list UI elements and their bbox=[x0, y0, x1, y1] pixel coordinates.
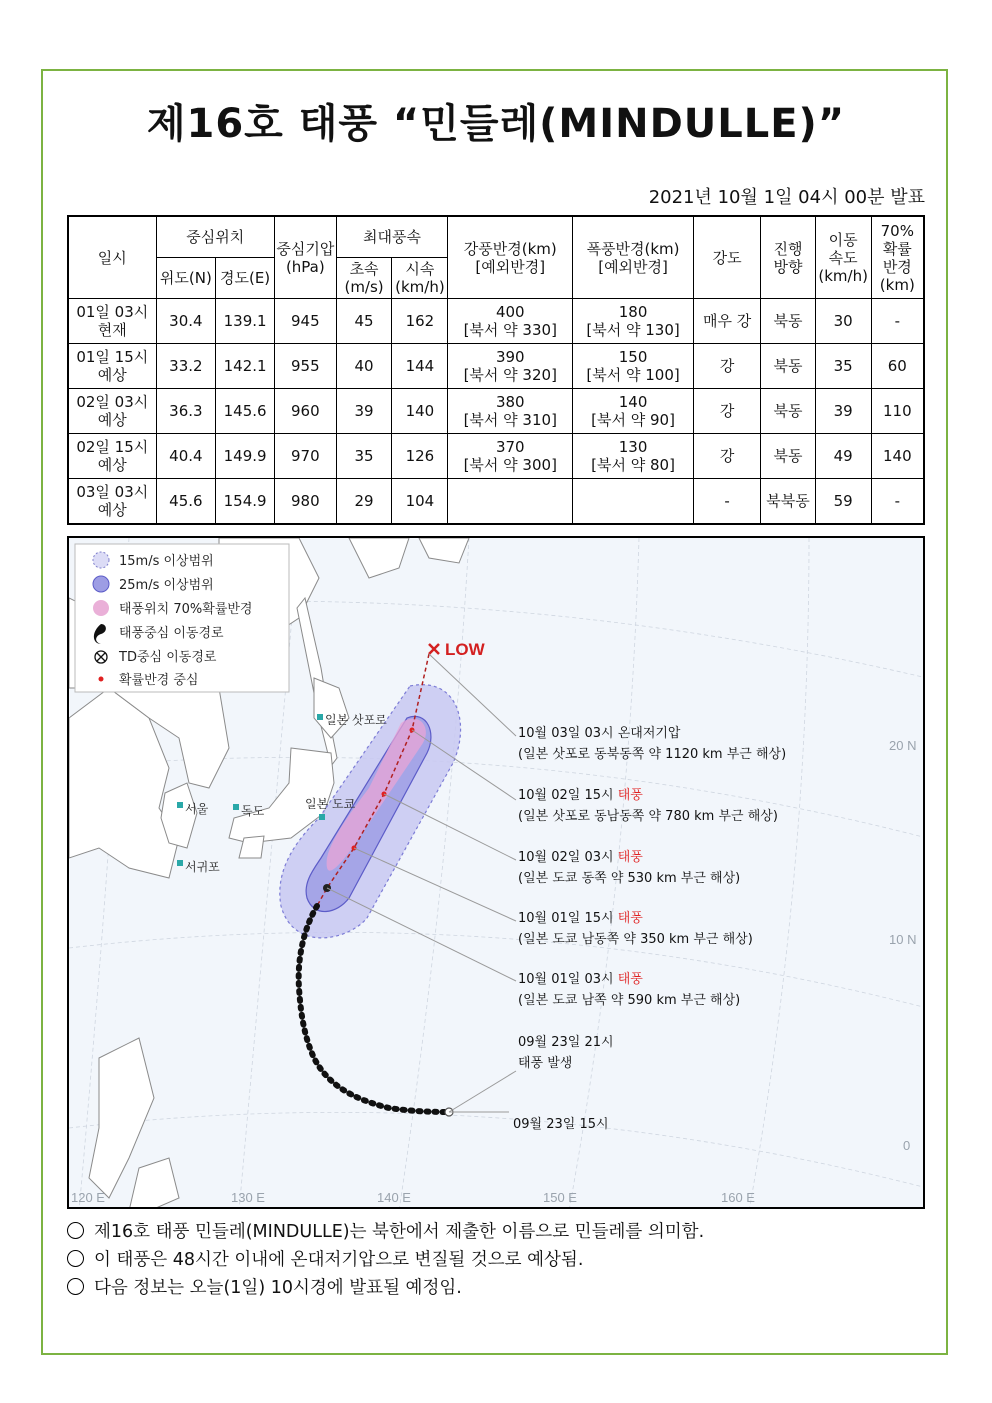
cell-ms: 35 bbox=[336, 434, 392, 479]
cell-kmh: 140 bbox=[392, 389, 448, 434]
note-item: 이 태풍은 48시간 이내에 온대저기압으로 변질될 것으로 예상됨. bbox=[67, 1246, 704, 1274]
cell-ms: 29 bbox=[336, 479, 392, 525]
cell-int: 강 bbox=[693, 434, 760, 479]
lon-label-150: 150 E bbox=[543, 1190, 577, 1205]
cell-prob: 60 bbox=[871, 344, 924, 389]
annotation-4-time: 10월 01일 15시 태풍 bbox=[518, 911, 643, 926]
annotation-2-location: (일본 삿포로 동남동쪽 약 780 km 부근 해상) bbox=[518, 809, 778, 824]
lon-label-140: 140 E bbox=[377, 1190, 411, 1205]
lat-label-20: 20 N bbox=[889, 738, 917, 753]
annotation-genesis: 09월 23일 15시 bbox=[513, 1117, 609, 1132]
legend-label-15ms: 15m/s 이상범위 bbox=[119, 554, 214, 569]
cell-int: - bbox=[693, 479, 760, 525]
cell-int: 강 bbox=[693, 389, 760, 434]
legend-15ms-icon bbox=[93, 552, 109, 568]
header-direction: 진행 방향 bbox=[761, 216, 815, 299]
header-maxwind: 최대풍속 bbox=[336, 216, 448, 258]
cell-spd: 35 bbox=[815, 344, 871, 389]
cell-strong: 400 [북서 약 330] bbox=[448, 299, 573, 344]
cell-time: 02일 03시 예상 bbox=[68, 389, 156, 434]
note-item: 다음 정보는 오늘(1일) 10시경에 발표될 예정임. bbox=[67, 1274, 704, 1302]
header-lon: 경도(E) bbox=[216, 258, 275, 299]
cell-spd: 49 bbox=[815, 434, 871, 479]
place-tokyo: 일본 도쿄 bbox=[305, 797, 356, 811]
cell-lat: 36.3 bbox=[156, 389, 216, 434]
annotation-1-time: 10월 03일 03시 온대저기압 bbox=[518, 726, 681, 741]
cell-dir: 북동 bbox=[761, 389, 815, 434]
header-pressure: 중심기압 (hPa) bbox=[274, 216, 336, 299]
issued-time: 2021년 10월 1일 04시 00분 발표 bbox=[648, 187, 925, 208]
cell-ms: 45 bbox=[336, 299, 392, 344]
cell-lon: 145.6 bbox=[216, 389, 275, 434]
cell-strong bbox=[448, 479, 573, 525]
cell-pres: 980 bbox=[274, 479, 336, 525]
cell-prob: 110 bbox=[871, 389, 924, 434]
cell-storm: 140 [북서 약 90] bbox=[573, 389, 694, 434]
cell-lat: 30.4 bbox=[156, 299, 216, 344]
header-intensity: 강도 bbox=[693, 216, 760, 299]
cell-spd: 30 bbox=[815, 299, 871, 344]
cell-pres: 960 bbox=[274, 389, 336, 434]
place-seogwipo: 서귀포 bbox=[185, 860, 220, 874]
header-prob: 70% 확률 반경 (km) bbox=[871, 216, 924, 299]
cell-pres: 955 bbox=[274, 344, 336, 389]
cell-storm: 130 [북서 약 80] bbox=[573, 434, 694, 479]
typhoon-track-map bbox=[67, 536, 925, 1209]
lon-label-130: 130 E bbox=[231, 1190, 265, 1205]
cell-lon: 139.1 bbox=[216, 299, 275, 344]
low-label: LOW bbox=[445, 640, 485, 659]
circle-bullet-icon bbox=[67, 1222, 84, 1239]
cell-kmh: 144 bbox=[392, 344, 448, 389]
cell-lon: 142.1 bbox=[216, 344, 275, 389]
cell-strong: 390 [북서 약 320] bbox=[448, 344, 573, 389]
circle-bullet-icon bbox=[67, 1278, 84, 1295]
lat-label-10: 10 N bbox=[889, 932, 917, 947]
cell-spd: 59 bbox=[815, 479, 871, 525]
cell-lon: 154.9 bbox=[216, 479, 275, 525]
cell-pres: 970 bbox=[274, 434, 336, 479]
header-lat: 위도(N) bbox=[156, 258, 216, 299]
table-row bbox=[68, 389, 924, 434]
place-seoul: 서울 bbox=[185, 802, 209, 816]
cell-pres: 945 bbox=[274, 299, 336, 344]
cell-int: 강 bbox=[693, 344, 760, 389]
legend-label-25ms: 25m/s 이상범위 bbox=[119, 578, 214, 593]
lon-label-120: 120 E bbox=[71, 1190, 105, 1205]
cell-int: 매우 강 bbox=[693, 299, 760, 344]
cell-lat: 45.6 bbox=[156, 479, 216, 525]
lon-label-160: 160 E bbox=[721, 1190, 755, 1205]
annotation-3-location: (일본 도쿄 동쪽 약 530 km 부근 해상) bbox=[518, 871, 741, 886]
cell-time: 01일 03시 현재 bbox=[68, 299, 156, 344]
legend-25ms-icon bbox=[93, 576, 109, 592]
circle-bullet-icon bbox=[67, 1250, 84, 1267]
cell-lat: 40.4 bbox=[156, 434, 216, 479]
cell-prob: - bbox=[871, 479, 924, 525]
legend-label-prob-center: 확률반경 중심 bbox=[119, 673, 199, 688]
cell-lon: 149.9 bbox=[216, 434, 275, 479]
page-title: 제16호 태풍 “민들레(MINDULLE)” bbox=[146, 101, 846, 147]
cell-dir: 북동 bbox=[761, 434, 815, 479]
annotation-5-time: 10월 01일 03시 태풍 bbox=[518, 972, 643, 987]
map-legend bbox=[75, 544, 289, 692]
cell-spd: 39 bbox=[815, 389, 871, 434]
legend-label-prob: 태풍위치 70%확률반경 bbox=[119, 602, 253, 617]
header-speed: 이동 속도 (km/h) bbox=[815, 216, 871, 299]
cell-time: 03일 03시 예상 bbox=[68, 479, 156, 525]
annotation-5-location: (일본 도쿄 남쪽 약 590 km 부근 해상) bbox=[518, 993, 741, 1008]
cell-lat: 33.2 bbox=[156, 344, 216, 389]
lat-label-0: 0 bbox=[903, 1138, 911, 1153]
cell-time: 02일 15시 예상 bbox=[68, 434, 156, 479]
cell-storm bbox=[573, 479, 694, 525]
notes bbox=[67, 1218, 704, 1302]
cell-ms: 39 bbox=[336, 389, 392, 434]
cell-strong: 380 [북서 약 310] bbox=[448, 389, 573, 434]
header-center: 중심위치 bbox=[156, 216, 274, 258]
header-ms: 초속 (m/s) bbox=[336, 258, 392, 299]
cell-strong: 370 [북서 약 300] bbox=[448, 434, 573, 479]
cell-dir: 북동 bbox=[761, 344, 815, 389]
cell-storm: 150 [북서 약 100] bbox=[573, 344, 694, 389]
cell-kmh: 126 bbox=[392, 434, 448, 479]
annotation-2-time: 10월 02일 15시 태풍 bbox=[518, 788, 643, 803]
legend-label-td-track: TD중심 이동경로 bbox=[119, 650, 217, 665]
note-item: 제16호 태풍 민들레(MINDULLE)는 북한에서 제출한 이름으로 민들레를 의미함. bbox=[67, 1218, 704, 1246]
cell-ms: 40 bbox=[336, 344, 392, 389]
place-dokdo: 독도 bbox=[241, 804, 265, 818]
place-sapporo: 일본 삿포로 bbox=[325, 713, 387, 727]
annotation-6-time: 09월 23일 21시 bbox=[518, 1035, 614, 1050]
header-time: 일시 bbox=[68, 216, 156, 299]
cell-dir: 북북동 bbox=[761, 479, 815, 525]
cell-dir: 북동 bbox=[761, 299, 815, 344]
table-row bbox=[68, 299, 924, 344]
annotation-1-location: (일본 삿포로 동북동쪽 약 1120 km 부근 해상) bbox=[518, 747, 787, 762]
annotation-3-time: 10월 02일 03시 태풍 bbox=[518, 850, 643, 865]
legend-label-typhoon-track: 태풍중심 이동경로 bbox=[119, 626, 224, 641]
cell-prob: - bbox=[871, 299, 924, 344]
cell-prob: 140 bbox=[871, 434, 924, 479]
table-row bbox=[68, 479, 924, 525]
cell-time: 01일 15시 예상 bbox=[68, 344, 156, 389]
legend-prob-icon bbox=[93, 600, 109, 616]
forecast-table bbox=[67, 215, 925, 525]
legend-prob-center-icon bbox=[99, 677, 104, 682]
header-kmh: 시속 (km/h) bbox=[392, 258, 448, 299]
annotation-6-location: 태풍 발생 bbox=[518, 1056, 573, 1071]
cell-storm: 180 [북서 약 130] bbox=[573, 299, 694, 344]
cell-kmh: 162 bbox=[392, 299, 448, 344]
header-strong-radius: 강풍반경(km) [예외반경] bbox=[448, 216, 573, 299]
annotation-4-location: (일본 도쿄 남동쪽 약 350 km 부근 해상) bbox=[518, 932, 753, 947]
table-row bbox=[68, 344, 924, 389]
header-storm-radius: 폭풍반경(km) [예외반경] bbox=[573, 216, 694, 299]
table-row bbox=[68, 434, 924, 479]
cell-kmh: 104 bbox=[392, 479, 448, 525]
map-canvas bbox=[69, 538, 925, 1209]
